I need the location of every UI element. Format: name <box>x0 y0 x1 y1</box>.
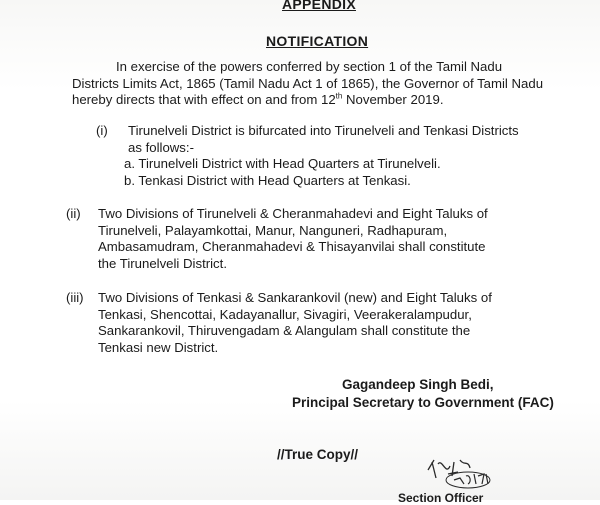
section-officer-label: Section Officer <box>398 491 484 505</box>
item-number: (iii) <box>66 290 84 305</box>
item-line: Tirunelveli District is bifurcated into Tirunelveli and Tenkasi Districts <box>128 123 519 138</box>
intro-line-3 <box>72 92 543 109</box>
item-line: Tenkasi new District. <box>98 339 219 355</box>
handwritten-signature <box>424 456 494 490</box>
sub-item: a. Tirunelveli District with Head Quarters at Tirunelveli. <box>124 156 441 171</box>
item-line: Sankarankovil, Thiruvengadam & Alangulam shall constitute the <box>98 323 471 338</box>
item-number: (ii) <box>66 206 81 221</box>
intro-line-3-end: November 2019. <box>342 92 444 107</box>
intro-paragraph <box>72 59 543 109</box>
item-line: the Tirunelveli District. <box>98 255 227 271</box>
item-line: as follows:- <box>128 139 194 155</box>
list-item <box>128 123 519 156</box>
item-line: Tenkasi, Shencottai, Kadayanallur, Sivagiri, Veerakeralampudur, <box>98 306 472 322</box>
list-item <box>98 290 492 356</box>
intro-line-3-text: hereby directs that with effect on and from 12 <box>72 92 336 107</box>
item-number: (i) <box>96 123 108 138</box>
item-line: Ambasamudram, Cheranmahadevi & Thisayanvilai shall constitute <box>98 239 486 254</box>
sub-item: b. Tenkasi District with Head Quarters at Tenkasi. <box>124 173 411 188</box>
signatory-name: Gagandeep Singh Bedi, <box>342 377 494 392</box>
list-item <box>98 206 488 272</box>
intro-line-2: Districts Limits Act, 1865 (Tamil Nadu Act 1 of 1865), the Governor of Tamil Nadu <box>72 75 544 91</box>
intro-line-1: In exercise of the powers conferred by section 1 of the Tamil Nadu <box>116 59 503 74</box>
notification-heading: NOTIFICATION <box>266 33 369 49</box>
item-line: Two Divisions of Tenkasi & Sankarankovil (new) and Eight Taluks of <box>98 290 492 305</box>
date-suffix: th <box>335 91 343 101</box>
true-copy-label: //True Copy// <box>277 447 359 462</box>
item-line: Tirunelveli, Palayamkottai, Manur, Nanguneri, Radhapuram, <box>98 222 448 238</box>
item-line: Two Divisions of Tirunelveli & Cheranmahadevi and Eight Taluks of <box>98 206 488 221</box>
signatory-title: Principal Secretary to Government (FAC) <box>292 395 554 410</box>
appendix-heading: APPENDIX <box>282 0 356 12</box>
